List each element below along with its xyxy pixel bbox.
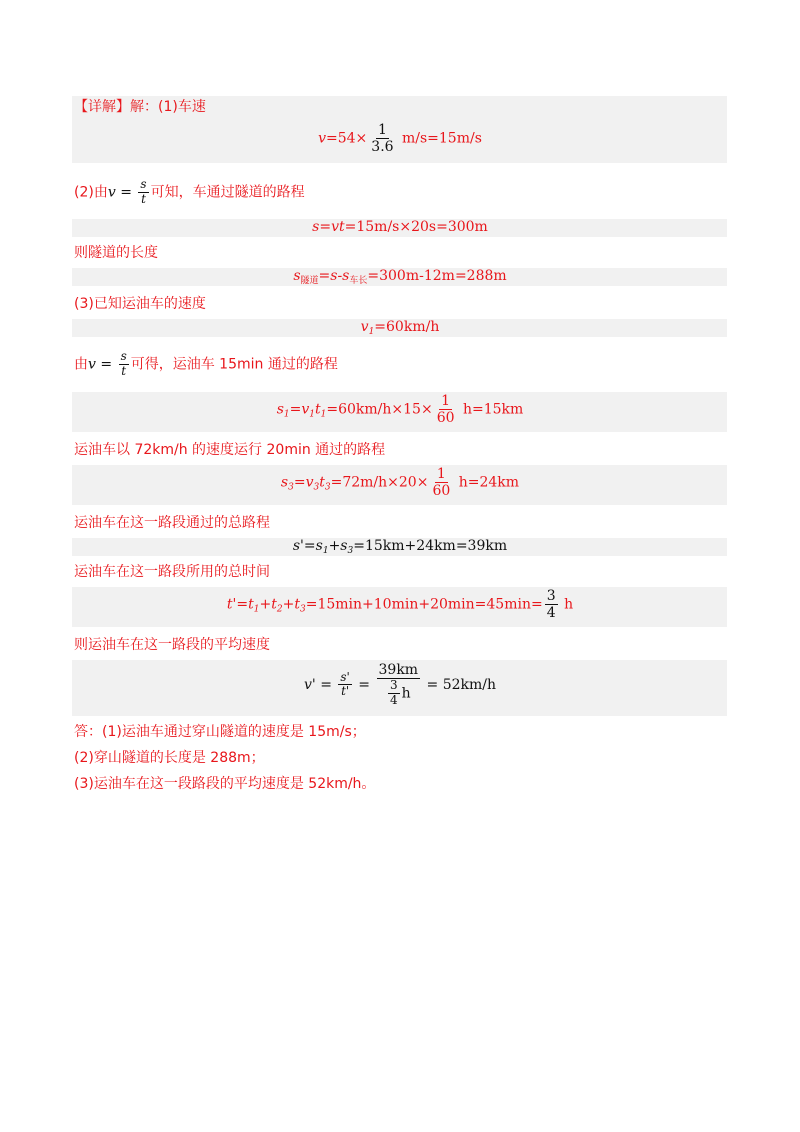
fraction-s-prime-over-t-prime: $\frac{s'}{t'}$ [340,669,350,699]
fraction-3-over-4: $\frac{3}{4}$ [546,588,556,622]
equation-average-speed: v' = $\frac{s'}{t'}$ = 39km $\frac{3}{4}$ h = 52km/h [303,662,497,707]
step6-line: 运油车在这一路段通过的总路程 [74,515,270,531]
equation-speed: v=54× $\frac{1}{3.6}$ m/s=15m/s [318,122,482,156]
equation-s1: $s_1=v_1t_1=60km/h\times 15\times$ $\frac{1}{60}$ h=15km [276,393,524,427]
answer-line-2: (2)穿山隧道的长度是 288m； [74,750,265,766]
step3-line: (3)已知运油车的速度 [74,296,206,312]
tunnel-length-label: 则隧道的长度 [74,245,158,261]
step2-line: (2)由v = $\frac{s}{t}$ 可知，车通过隧道的路程 [74,177,305,206]
equation-distance: s=vt=15m/s×20s=300m [312,219,488,235]
fraction-1-over-3.6: $\frac{1}{3.6}$ [371,122,394,156]
equation-total-time: $t'=t_1+t_2+t_3=15\min+10\min+20\min=45\min=$ $\frac{3}{4}$ h [226,588,574,622]
equation-tunnel-length: $s_{隧道}=s-s_{车长}=300m-12m=288m$ [293,268,507,286]
step8-line: 则运油车在这一路段的平均速度 [74,637,270,653]
formula-s-over-t: $\frac{s}{t}$ [140,177,147,206]
answer-line-1: 答：(1)运油车通过穿山隧道的速度是 15m/s； [74,724,366,740]
equation-total-distance: $s'=s_1+s_3=15km+24km=39km$ [292,538,508,556]
intro-text: 解：(1)车速 [130,99,206,115]
detail-label: 【详解】 [74,99,130,115]
equation-s3: $s_3=v_3t_3=72m/h\times 20\times$ $\frac{1}{60}$ h=24km [280,466,520,500]
answer-line-3: (3)运油车在这一段路段的平均速度是 52km/h。 [74,776,376,792]
step7-line: 运油车在这一路段所用的总时间 [74,564,270,580]
fraction-1-over-60: $\frac{1}{60}$ [432,466,451,500]
formula-s-over-t: $\frac{s}{t}$ [120,349,127,378]
equation-v1: $v_1=60km/h$ [360,319,440,337]
fraction-1-over-60: $\frac{1}{60}$ [436,393,455,427]
intro-line [74,97,206,117]
formula-v: v [107,184,116,201]
step4-line: 由v = $\frac{s}{t}$ 可得，运油车 15min 通过的路程 [74,349,338,378]
step5-line: 运油车以 72km/h 的速度运行 20min 通过的路程 [74,442,386,458]
fraction-39km-over-three-quarter-h: 39km $\frac{3}{4}$ h [378,662,419,707]
